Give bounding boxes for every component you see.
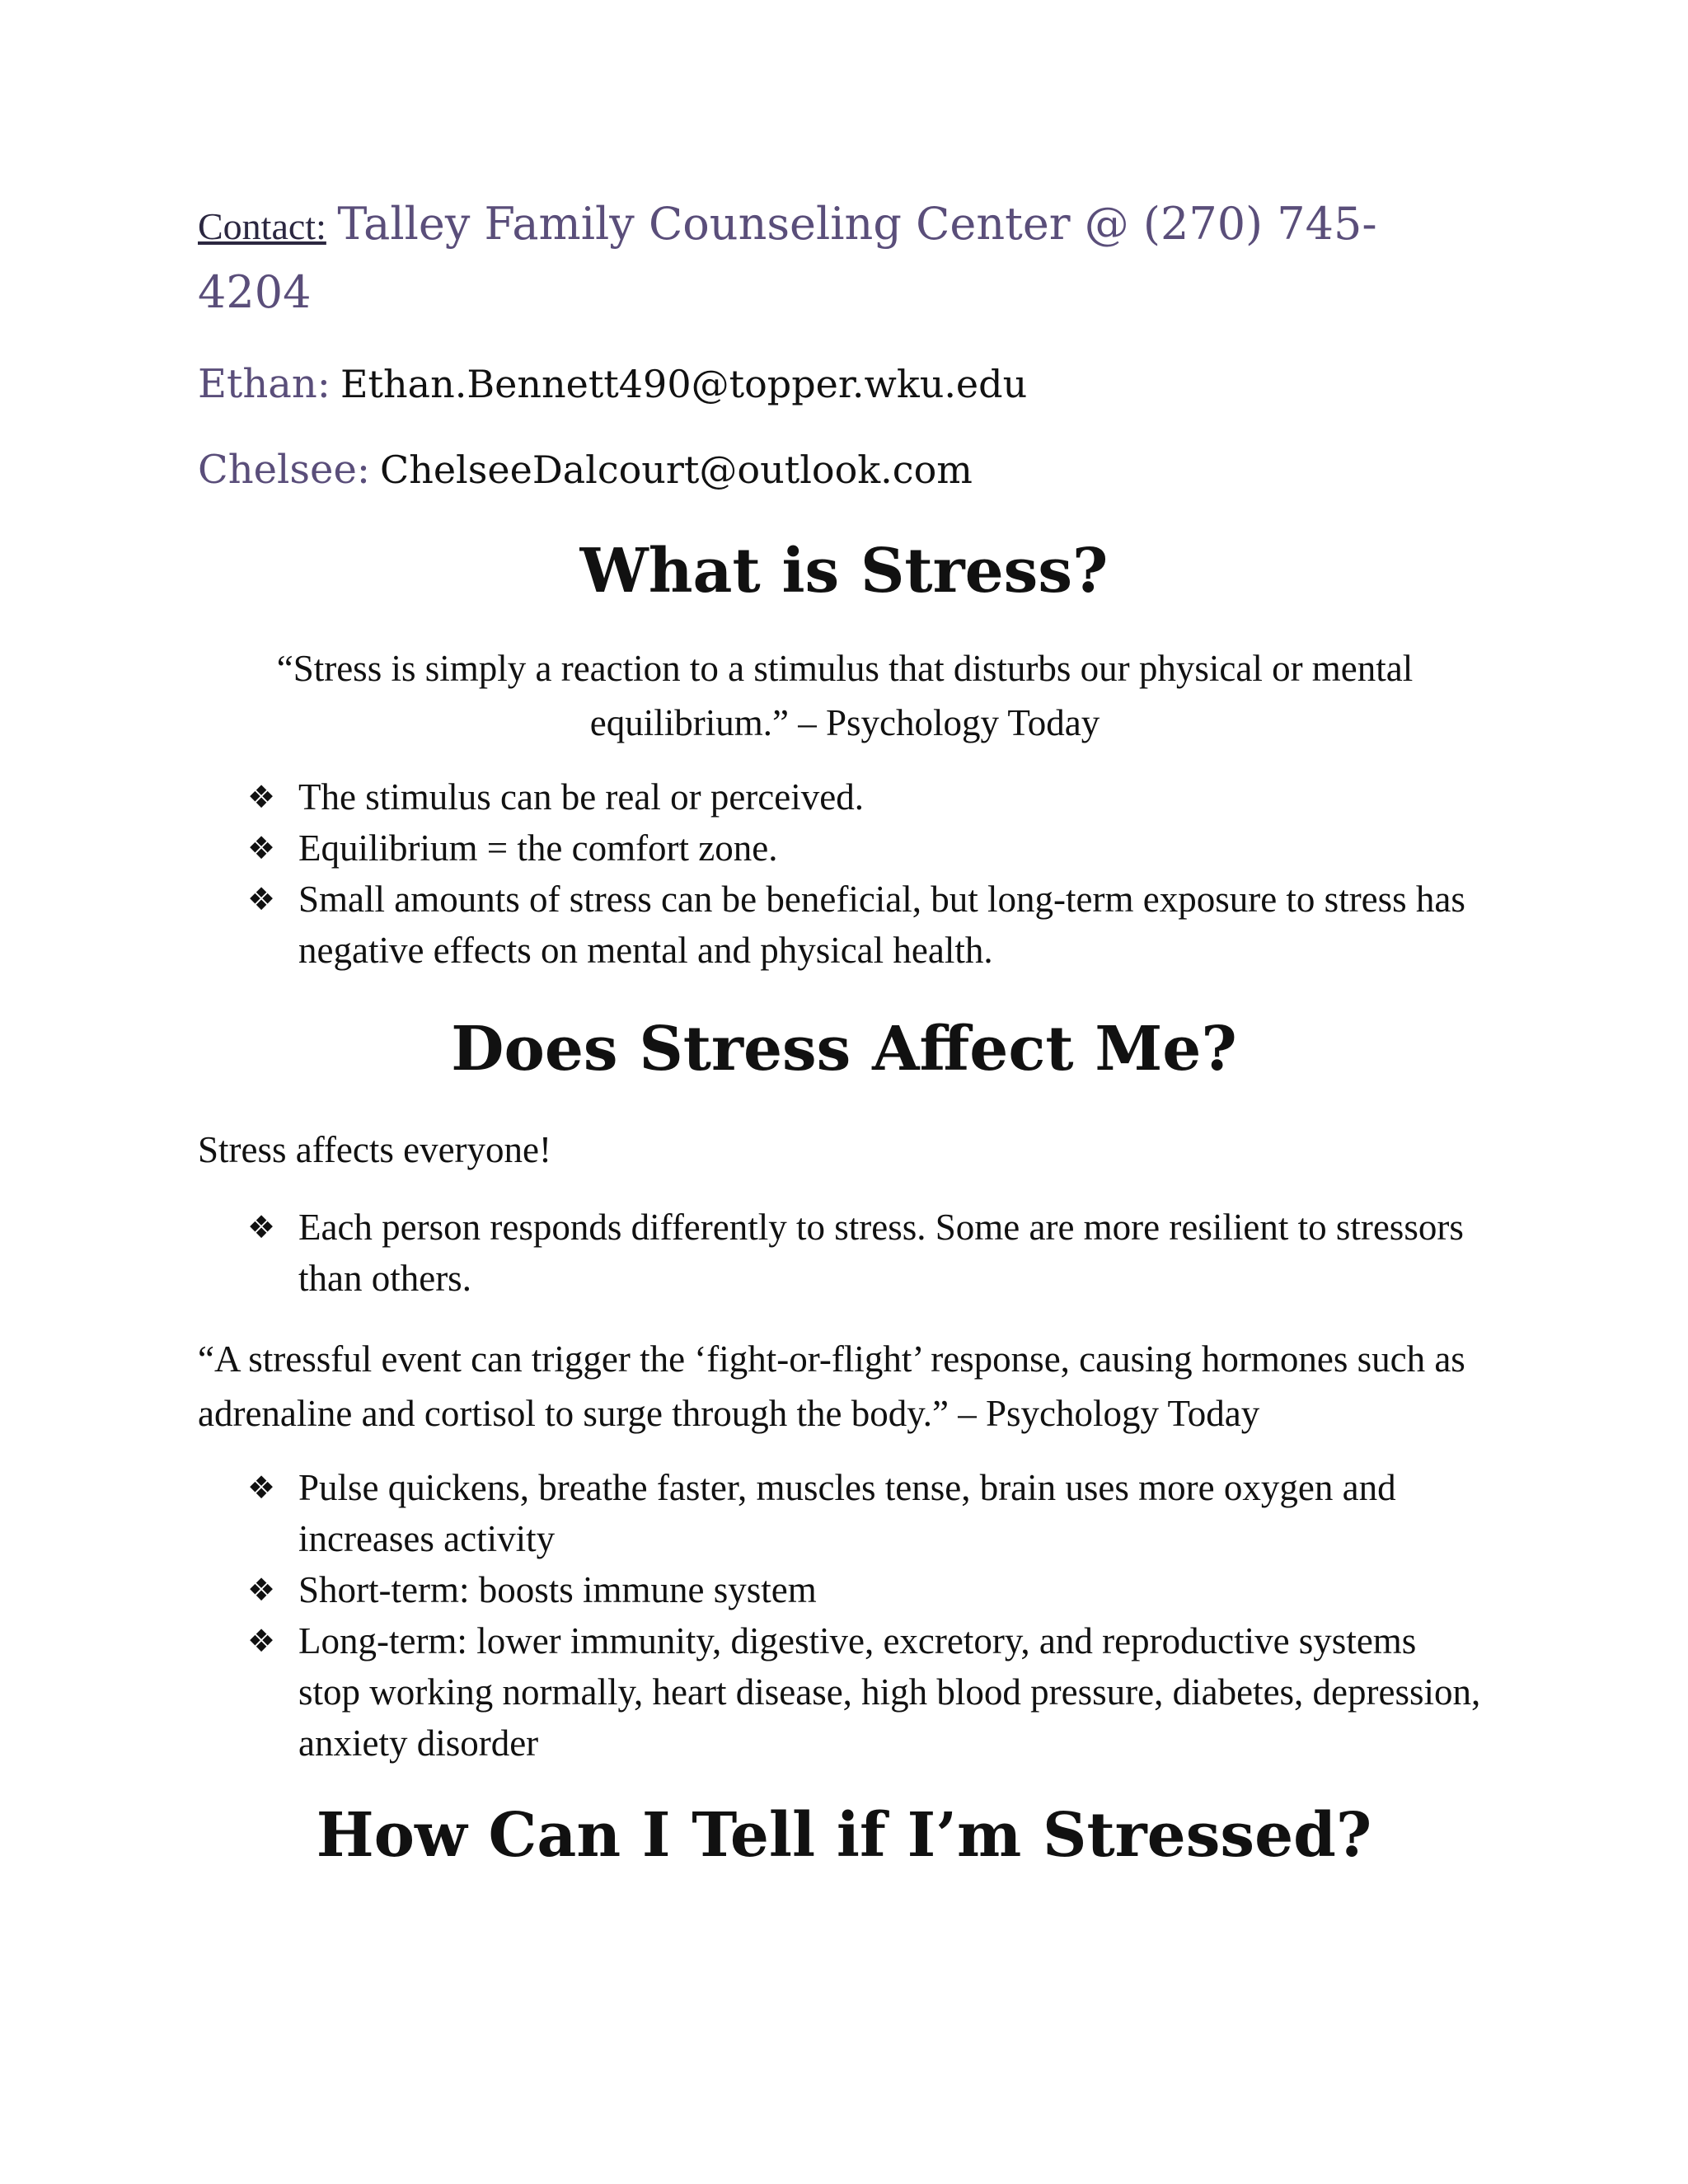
diamond-bullet-icon: ❖ (247, 1209, 276, 1245)
list-item: ❖ Pulse quickens, breathe faster, muscles tense, brain uses more oxygen and increases activity (247, 1462, 1484, 1564)
list-item: ❖ Short-term: boosts immune system (247, 1564, 1484, 1615)
fight-or-flight-quote: “A stressful event can trigger the ‘fight-or-flight’ response, causing hormones such as adrenaline and cortisol to surge through the body.” – Psychology Today (198, 1338, 1465, 1434)
diamond-bullet-icon: ❖ (247, 830, 276, 866)
stress-definition-quote: “Stress is simply a reaction to a stimulus that disturbs our physical or mental equilibrium.” – Psychology Today (276, 648, 1414, 743)
person-email: ChelseeDalcourt@outlook.com (380, 448, 973, 492)
person-email: Ethan.Bennett490@topper.wku.edu (340, 362, 1028, 406)
contact-person-chelsee (198, 445, 973, 495)
list-item: ❖ Small amounts of stress can be beneficial, but long-term exposure to stress has negative effects on mental and physical health. (247, 874, 1484, 976)
heading-what-is-stress: What is Stress? (579, 536, 1109, 607)
diamond-bullet-icon: ❖ (247, 1469, 276, 1506)
contact-label: Contact: (198, 205, 326, 247)
effects-list (247, 1462, 1484, 1769)
stress-affects-everyone: Stress affects everyone! (198, 1129, 551, 1170)
diamond-bullet-icon: ❖ (247, 779, 276, 815)
contact-person-ethan (198, 359, 1027, 410)
contact-value: Talley Family Counseling Center @ (270) 745-4204 (198, 198, 1377, 318)
list-item: ❖ Each person responds differently to stress. Some are more resilient to stressors than others. (247, 1202, 1484, 1304)
list-item: ❖ Long-term: lower immunity, digestive, excretory, and reproductive systems stop working normally, heart disease, high blood pressure, diabetes, depression, anxiety disorder (247, 1615, 1484, 1769)
heading-how-can-i-tell: How Can I Tell if I’m Stressed? (316, 1800, 1372, 1871)
contact-line (198, 191, 1484, 326)
response-list (247, 1202, 1484, 1304)
diamond-bullet-icon: ❖ (247, 881, 276, 917)
stress-facts-list (247, 771, 1484, 976)
person-name: Chelsee: (198, 447, 371, 493)
heading-does-stress-affect-me: Does Stress Affect Me? (451, 1014, 1237, 1085)
diamond-bullet-icon: ❖ (247, 1623, 276, 1659)
list-item: ❖ Equilibrium = the comfort zone. (247, 823, 1484, 874)
person-name: Ethan: (198, 361, 331, 407)
list-item: ❖ The stimulus can be real or perceived. (247, 771, 1484, 823)
diamond-bullet-icon: ❖ (247, 1572, 276, 1608)
